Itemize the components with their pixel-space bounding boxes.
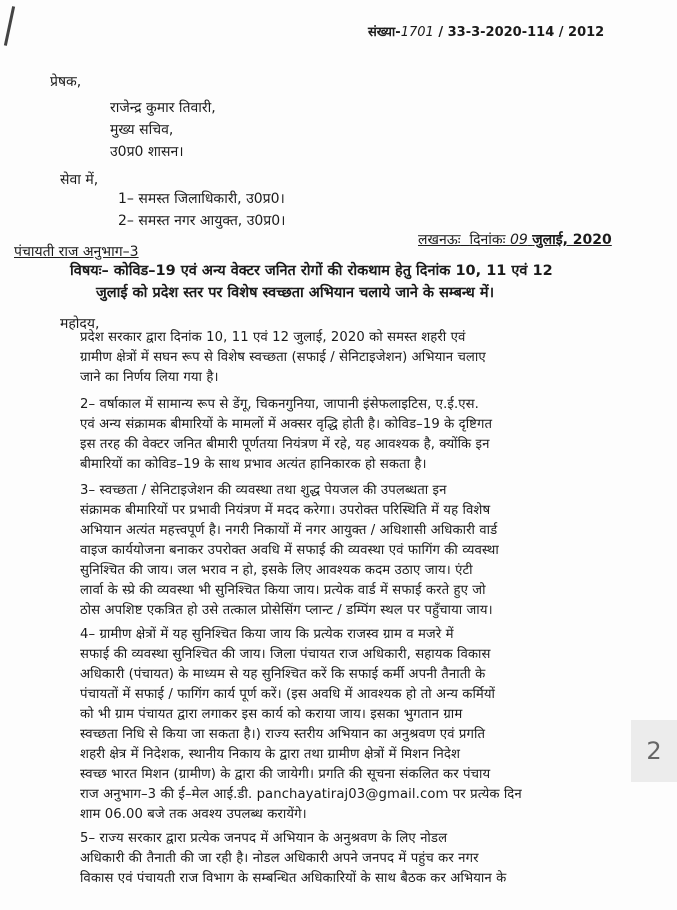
section-name: पंचायती राज अनुभाग–3 [14,244,139,260]
recipient-item: 2– समस्त नगर आयुक्त, उ0प्र0। [118,213,286,229]
body-line: 2– वर्षाकाल में सामान्य रूप से डेंगू, चिकनगुनिया, जापानी इंसेफलाइटिस, ए.ई.एस. [80,397,479,412]
pen-mark [4,6,15,46]
body-line: 5– राज्य सरकार द्वारा प्रत्येक जनपद में अभियान के अनुश्रवण के लिए नोडल [80,831,448,846]
body-line: लार्वा के स्प्रे की व्यवस्था भी सुनिश्चित किया जाय। प्रत्येक वार्ड में सफाई करते हुए जो [80,583,486,598]
body-line: पंचायतों में सफाई / फागिंग कार्य पूर्ण करें। (इस अवधि में आवश्यक हो तो अन्य कर्मियों [80,687,496,702]
handwritten-number: 1701 [400,25,434,40]
body-line: अधिकारी की तैनाती की जा रही है। नोडल अधिकारी अपने जनपद में पहुंच कर नगर [80,851,479,866]
body-line: राज अनुभाग–3 की ई–मेल आई.डी. panchayatiraj03@gmail.com पर प्रत्येक दिन [80,787,522,802]
handwritten-day: 09 [509,232,528,248]
sender-office: उ0प्र0 शासन। [110,144,184,160]
sender-label: प्रेषक, [50,74,82,90]
recipients-label: सेवा में, [60,172,99,188]
body-line: को भी ग्राम पंचायत द्वारा लगाकर इस कार्य को कराया जाय। इसका भुगतान ग्राम [80,707,463,722]
body-line: प्रदेश सरकार द्वारा दिनांक 10, 11 एवं 12 जुलाई, 2020 को समस्त शहरी एवं [80,330,466,345]
body-line: स्वच्छता निधि से किया जा सकता है।) राज्य स्तरीय अभियान का अनुश्रवण एवं प्रगति [80,727,486,742]
body-line: संक्रामक बीमारियों पर प्रभावी नियंत्रण में मदद करेगा। उपरोक्त परिस्थिति में यह विशेष [80,503,491,518]
body-line: ठोस अपशिष्ट एकत्रित हो उसे तत्काल प्रोसेसिंग प्लान्ट / डम्पिंग स्थल पर पहुँचाया जाय। [80,603,493,618]
body-line: स्वच्छ भारत मिशन (ग्रामीण) के द्वारा की जायेगी। प्रगति की सूचना संकलित कर पंचाय [80,767,491,782]
place-date: लखनऊः दिनांकः 09 जुलाई, 2020 [418,232,612,248]
recipient-item: 1– समस्त जिलाधिकारी, उ0प्र0। [118,191,285,207]
body-line: वाइज कार्ययोजना बनाकर उपरोक्त अवधि में सफाई की व्यवस्था एवं फागिंग की व्यवस्था [80,543,499,558]
page-indicator-button[interactable]: 2 [631,720,677,782]
body-line: 3– स्वच्छता / सेनिटाइजेशन की व्यवस्था तथा शुद्ध पेयजल की उपलब्धता इन [80,483,447,498]
body-line: 4– ग्रामीण क्षेत्रों में यह सुनिश्चित किया जाय कि प्रत्येक राजस्व ग्राम व मजरे में [80,627,454,642]
body-line: जाने का निर्णय लिया गया है। [80,370,219,385]
body-line: अधिकारी (पंचायत) के माध्यम से यह सुनिश्चित करें कि सफाई कर्मी अपनी तैनाती के [80,667,486,682]
body-line: विकास एवं पंचायती राज विभाग के सम्बन्धित अधिकारियों के साथ बैठक कर अभियान के [80,871,507,886]
reference-number: संख्या-1701 / 33-3-2020-114 / 2012 [368,25,605,40]
body-line: शहरी क्षेत्र में निदेशक, स्थानीय निकाय के द्वारा तथा ग्रामीण क्षेत्रों में मिशन निदेश [80,747,461,762]
subject-line-2: जुलाई को प्रदेश स्तर पर विशेष स्वच्छता अभियान चलाये जाने के सम्बन्ध में। [96,285,495,301]
body-line: सुनिश्चित की जाय। जल भराव न हो, इसके लिए आवश्यक कदम उठाए जाय। एंटी [80,563,473,578]
body-line: ग्रामीण क्षेत्रों में सघन रूप से विशेष स्वच्छता (सफाई / सेनिटाइजेशन) अभियान चलाए [80,350,486,365]
body-line: सफाई की व्यवस्था सुनिश्चित की जाय। जिला पंचायत राज अधिकारी, सहायक विकास [80,647,491,662]
salutation: महोदय, [60,316,100,332]
body-line: बीमारियों का कोविड–19 के साथ प्रभाव अत्यंत हानिकारक हो सकता है। [80,457,427,472]
sender-name: राजेन्द्र कुमार तिवारी, [110,100,216,116]
subject-line-1: विषयः– कोविड–19 एवं अन्य वेक्टर जनित रोगों की रोकथाम हेतु दिनांक 10, 11 एवं 12 [70,263,553,279]
sender-designation: मुख्य सचिव, [110,122,174,138]
body-line: एवं अन्य संक्रामक बीमारियों के मामलों में अक्सर वृद्धि होती है। कोविड–19 के दृष्टिगत [80,417,493,432]
body-line: इस तरह की वेक्टर जनित बीमारी पूर्णतया नियंत्रण में रहे, यह आवश्यक है, क्योंकि इन [80,437,490,452]
body-line: अभियान अत्यंत महत्त्वपूर्ण है। नगरी निकायों में नगर आयुक्त / अधिशासी अधिकारी वार्ड [80,523,498,538]
body-line: शाम 06.00 बजे तक अवश्य उपलब्ध करायेंगे। [80,807,307,822]
